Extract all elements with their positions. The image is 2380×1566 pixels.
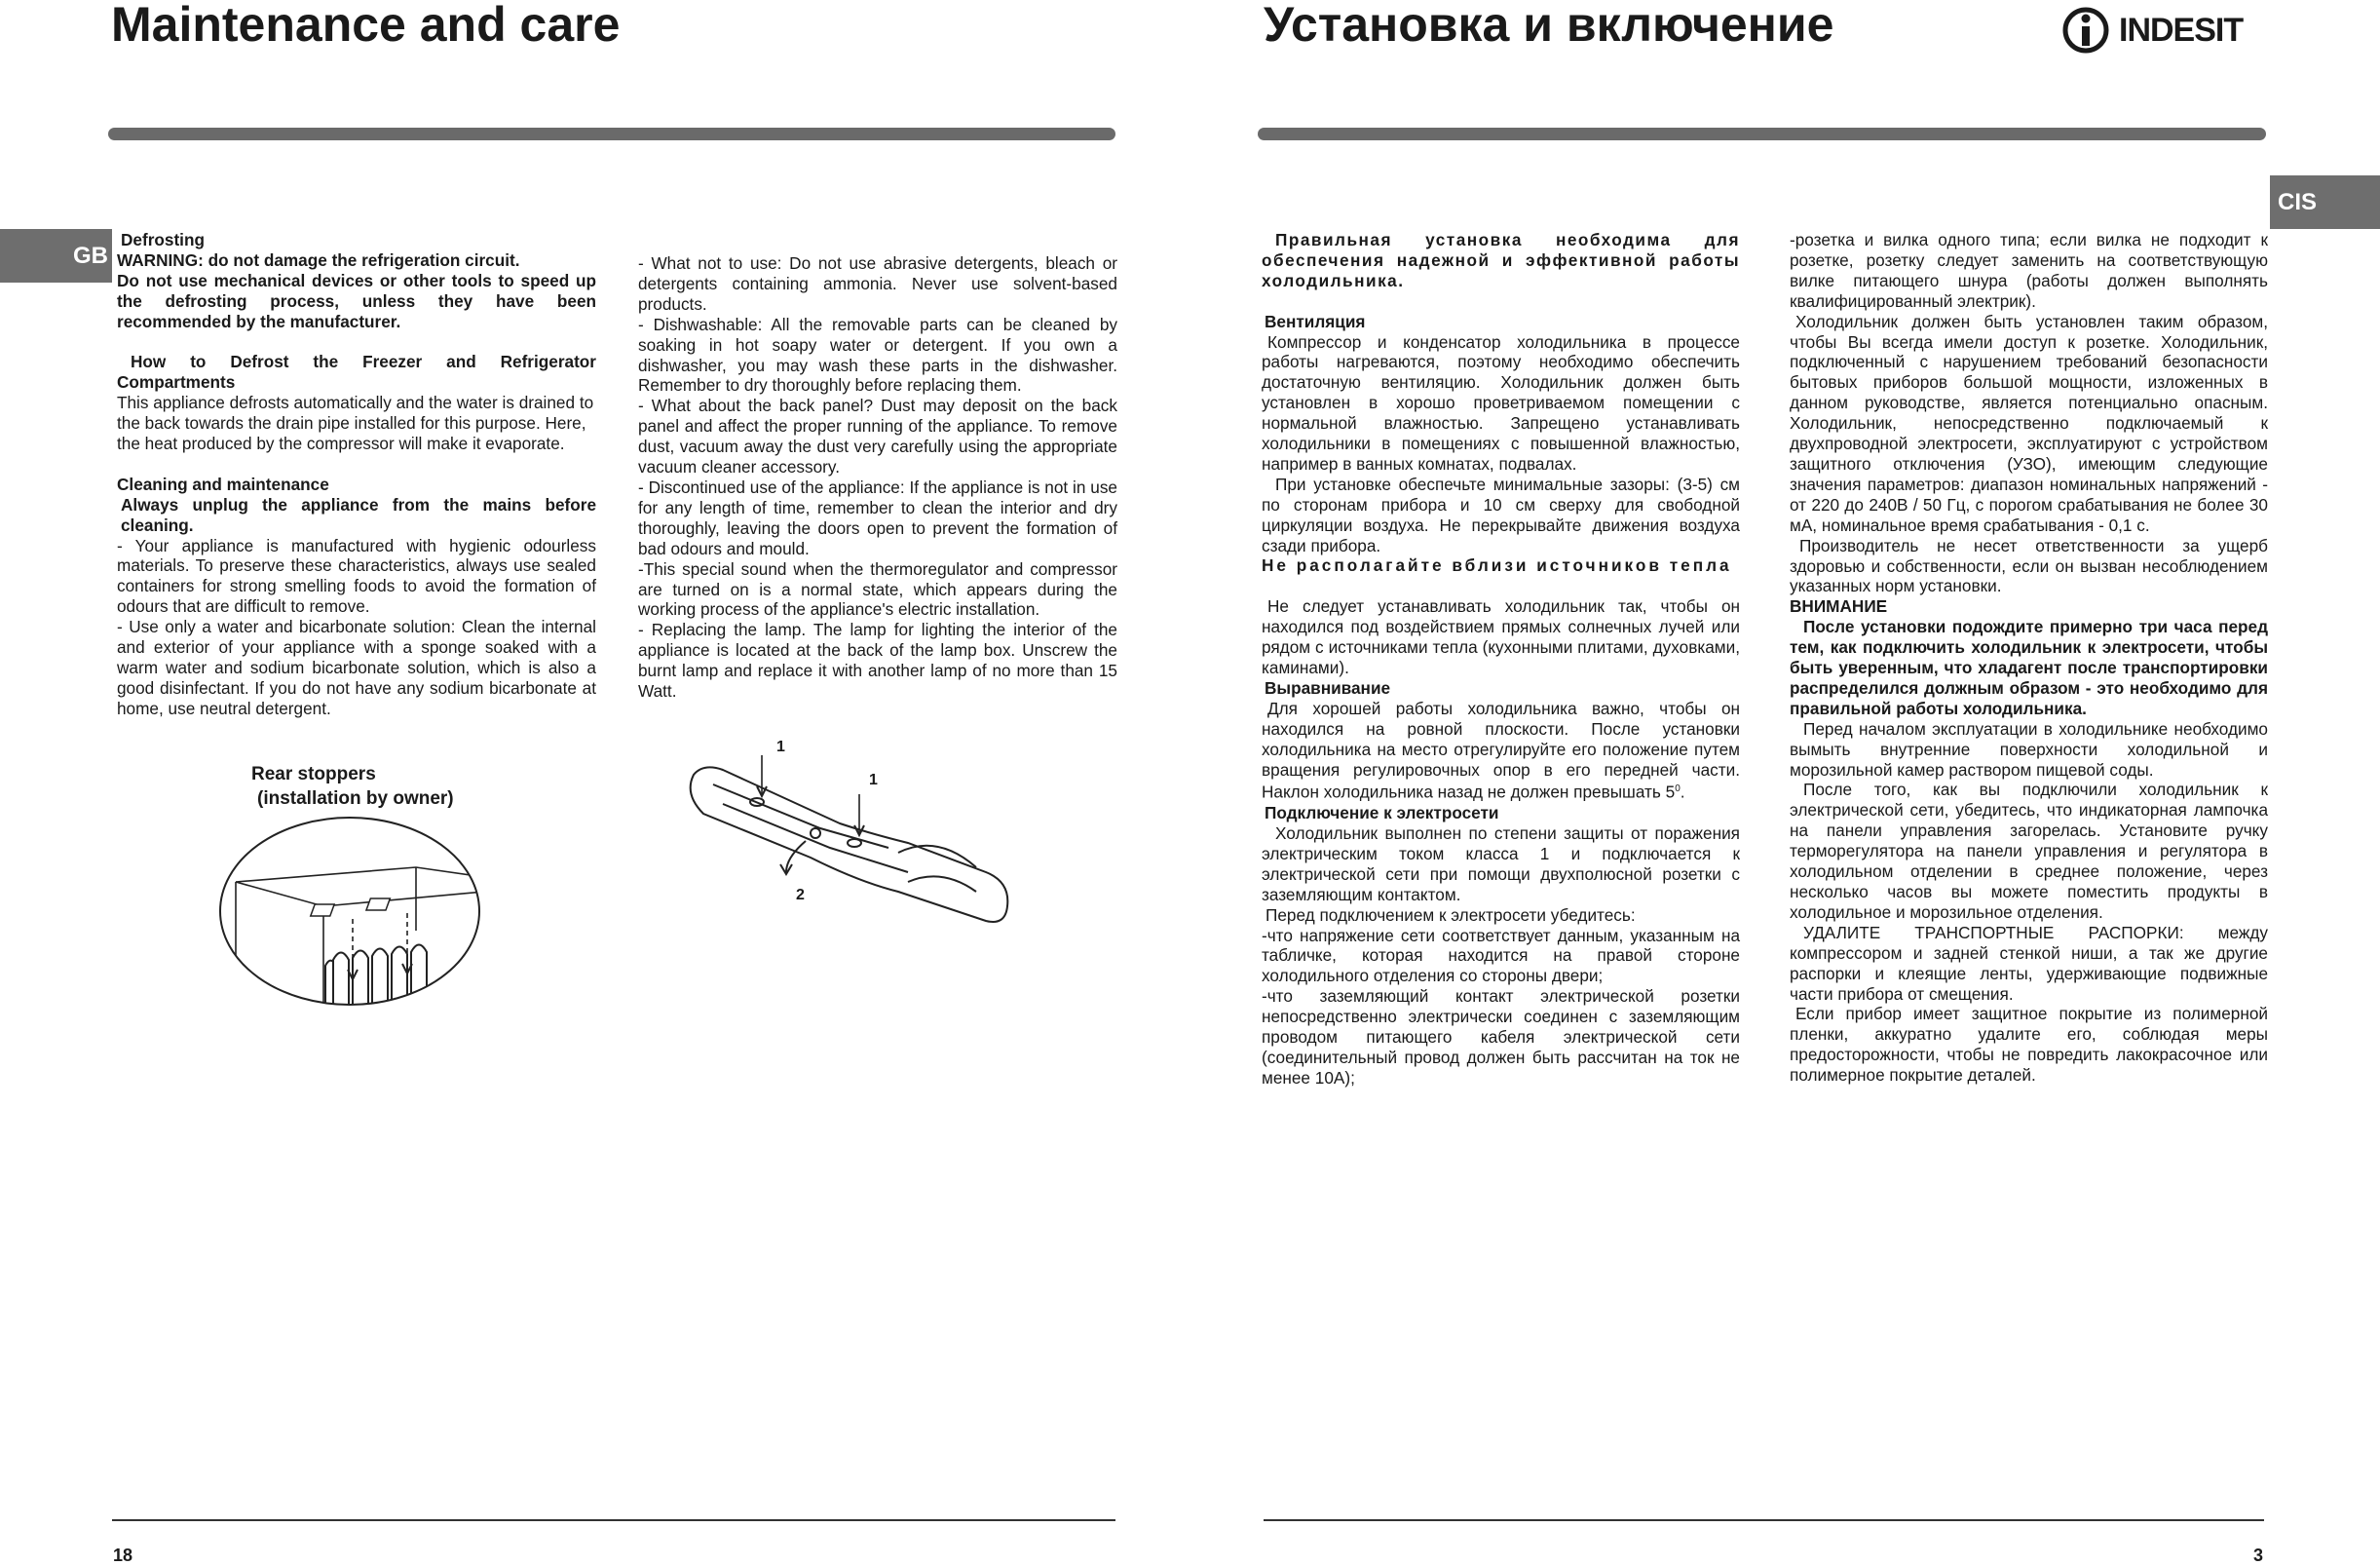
col4-paragraph-5: После того, как вы подключили холодильник к электрической сети, убедитесь, что индикаторная лампочка на панели управления загорелась. Установите ручку терморегулятора на панели управления и регулятора в холодильном отделении в среднее положение, через несколько часов вы можете поместить продукты в холодильное и морозильное отделения. [1790, 780, 2268, 922]
footer-rule-left [112, 1519, 1115, 1521]
cleaning-paragraph-1: - Your appliance is manufactured with hygienic odourless materials. To preserve these characteristics, always use sealed containers for strong smelling foods to avoid the formation of odours that are difficult to remove. [117, 535, 596, 617]
page-number-right: 3 [2253, 1546, 2264, 1565]
intro-paragraph: Правильная установка необходима для обеспечения надежной и эффективной работы холодильника. [1262, 230, 1740, 290]
warning-line-2: Do not use mechanical devices or other tools to speed up the defrosting process, unless they have been recommended by the manufacturer. [117, 270, 596, 331]
cleaning-warning: Always unplug the appliance from the mains before cleaning. [121, 494, 596, 535]
header-rule-right [1258, 128, 2266, 140]
footer-rule-right [1264, 1519, 2264, 1521]
defrosting-heading: Defrosting [121, 230, 205, 249]
electric-paragraph-4: -что заземляющий контакт электрической розетки непосредственно электрически соединен с заземляющим проводом питающего кабеля электрической сети (соединительный провод должен быть рассчитан на ток не менее 10А); [1262, 986, 1740, 1088]
lamp-replacement-figure [664, 736, 1035, 931]
col2-paragraph-1: - What not to use: Do not use abrasive detergents, bleach or detergents containing ammonia. Never use solvent-based products. [638, 253, 1117, 314]
col2-paragraph-5: -This special sound when the thermoregulator and compressor are turned on is a normal state, which appears during the working process of the appliance's electric installation. [638, 558, 1117, 620]
how-to-body: This appliance defrosts automatically and the water is drained to the back towards the drain pipe installed for this purpose. Here, the heat produced by the compressor will make it evaporate. [117, 393, 594, 454]
electric-heading: Подключение к электросети [1265, 803, 1499, 823]
rear-stoppers-caption-line-1: Rear stoppers [251, 764, 376, 784]
col4-paragraph-7: Если прибор имеет защитное покрытие из полимерной пленки, аккуратно удалите его, соблюдая меры предосторожности, чтобы не повредить лакокрасочное или полимерное покрытие деталей. [1790, 1004, 2268, 1086]
electric-paragraph-2: Перед подключением к электросети убедитесь: [1266, 904, 1636, 925]
indesit-logo-icon [2060, 5, 2111, 56]
leveling-paragraph [1262, 699, 1740, 803]
warning-line-1: WARNING: do not damage the refrigeration circuit. [117, 249, 520, 270]
rear-stoppers-caption [251, 762, 454, 811]
brand-name: INDESIT [2119, 11, 2244, 49]
cleaning-heading: Cleaning and maintenance [117, 474, 329, 494]
col2-paragraph-6: - Replacing the lamp. The lamp for lighting the interior of the appliance is located at the back of the lamp box. Unscrew the burnt lamp and replace it with another lamp of no more than 15 Watt. [638, 620, 1117, 702]
lamp-label-2: 2 [796, 887, 805, 903]
page-title-right: Установка и включение [1264, 0, 1834, 52]
language-tab-label-cis: CIS [2278, 188, 2318, 215]
leveling-end: . [1680, 783, 1685, 803]
rear-stoppers-illustration [216, 814, 484, 1009]
lamp-box-illustration [664, 736, 1035, 931]
attention-paragraph: После установки подождите примерно три часа перед тем, как подключить холодильник к электросети, чтобы быть уверенным, что хладагент после транспортировки распределился должным образом - это необходимо для правильной работы холодильника. [1790, 617, 2268, 718]
cleaning-paragraph-2: - Use only a water and bicarbonate solution: Clean the internal and exterior of your appliance with a sponge soaked with a warm water and sodium bicarbonate solution, which is also a good disinfectant. If you do not have any sodium bicarbonate at home, use neutral detergent. [117, 617, 596, 718]
col2-paragraph-4: - Discontinued use of the appliance: If the appliance is not in use for any length of time, remember to clean the interior and dry thoroughly, leaving the doors open to prevent the formation of bad odours and mould. [638, 477, 1117, 558]
degree-mark: 0 [1675, 783, 1681, 795]
electric-paragraph-1: Холодильник выполнен по степени защиты от поражения электрическим током класса 1 и подключается к электрической сети при помощи двухполюсной розетки с заземляющим контактом. [1262, 822, 1740, 904]
how-to-heading: How to Defrost the Freezer and Refrigerator Compartments [117, 352, 596, 393]
lamp-label-1a: 1 [776, 739, 785, 755]
lamp-label-1b: 1 [869, 772, 878, 788]
indesit-logo [2060, 5, 2243, 56]
column-1 [117, 230, 596, 719]
col2-paragraph-3: - What about the back panel? Dust may deposit on the back panel and affect the proper running of the appliance. To remove dust, vacuum away the dust very carefully using the appropriate vacuum cleaner accessory. [638, 396, 1117, 477]
language-tab-gb [0, 229, 112, 283]
ventilation-paragraph-2: При установке обеспечьте минимальные зазоры: (3-5) см по сторонам прибора и 10 см сверху для свободной циркуляции воздуха. Не перекрывайте движения воздуха сзади прибора. [1262, 474, 1740, 555]
col4-paragraph-4: Перед началом эксплуатации в холодильнике необходимо вымыть внутренние поверхности холодильной и морозильной камер раствором пищевой соды. [1790, 718, 2268, 780]
ventilation-heading: Вентиляция [1265, 311, 1366, 331]
leveling-heading: Выравнивание [1265, 677, 1391, 698]
leveling-text: Для хорошей работы холодильника важно, чтобы он находился на ровной плоскости. После установки холодильника на место отрегулируйте его положение путем вращения регулировочных опор в его передней части. Наклон холодильника назад не должен превышать 5 [1262, 698, 1740, 803]
column-2 [638, 253, 1117, 702]
language-tab-label: GB [73, 242, 108, 269]
header-rule-left [108, 128, 1115, 140]
language-tab-cis [2270, 175, 2380, 229]
col4-paragraph-6: УДАЛИТЕ ТРАНСПОРТНЫЕ РАСПОРКИ: между компрессором и задней стенкой ниши, а так же другие распорки и клеящие ленты, удерживающие подвижные части прибора от смещения. [1790, 922, 2268, 1004]
attention-heading: ВНИМАНИЕ [1790, 596, 1888, 617]
heat-sources-heading: Не располагайте вблизи источников тепла [1262, 555, 1732, 576]
column-4 [1790, 230, 2268, 1086]
ventilation-paragraph-1: Компрессор и конденсатор холодильника в процессе работы нагреваются, поэтому необходимо обеспечить достаточную вентиляцию. Холодильник должен быть установлен в хорошо проветриваемом помещении с нормальной влажностью. Запрещено устанавливать холодильники в помещениях с повышенной влажностью, например в ванных комнатах, подвалах. [1262, 331, 1740, 474]
col4-paragraph-1: -розетка и вилка одного типа; если вилка не подходит к розетке, розетку следует заменить на соответствующую вилке питающего шнура (работы должен выполнять квалифицированный электрик). [1790, 230, 2268, 311]
page-title-left: Maintenance and care [111, 0, 621, 52]
rear-stoppers-caption-line-2: (installation by owner) [257, 788, 454, 809]
col4-paragraph-3: Производитель не несет ответственности за ущерб здоровью и собственности, если он вызван несоблюдением указанных норм установки. [1790, 535, 2268, 596]
col4-paragraph-2: Холодильник должен быть установлен таким образом, чтобы Вы всегда имели доступ к розетке. Холодильник, подключенный с нарушением требований безопасности бытовых приборов большой мощности, изложенных в данном руководстве, является потенциально опасным. Холодильник, непосредственно подключаемый к двухпроводной электросети, эксплуатируют с устройством защитного отключения (УЗО), имеющим следующие значения параметров: диапазон номинальных напряжений - от 220 до 240В / 50 Гц, с порогом срабатывания не более 30 мА, номинальное время срабатывания - 0,1 с. [1790, 311, 2268, 535]
col2-paragraph-2: - Dishwashable: All the removable parts can be cleaned by soaking in hot soapy water or detergent. If you own a dishwasher, you may wash these parts in the dishwasher. Remember to dry thoroughly before replacing them. [638, 314, 1117, 396]
heat-sources-paragraph: Не следует устанавливать холодильник так, чтобы он находился под воздействием прямых солнечных лучей или рядом с источниками тепла (кухонными плитами, духовками, каминами). [1262, 596, 1740, 677]
page-number-left: 18 [113, 1546, 133, 1565]
column-3 [1262, 230, 1740, 1089]
electric-paragraph-3: -что напряжение сети соответствует данным, указанным на табличке, которая находится на правой стороне холодильного отделения со стороны двери; [1262, 925, 1740, 986]
